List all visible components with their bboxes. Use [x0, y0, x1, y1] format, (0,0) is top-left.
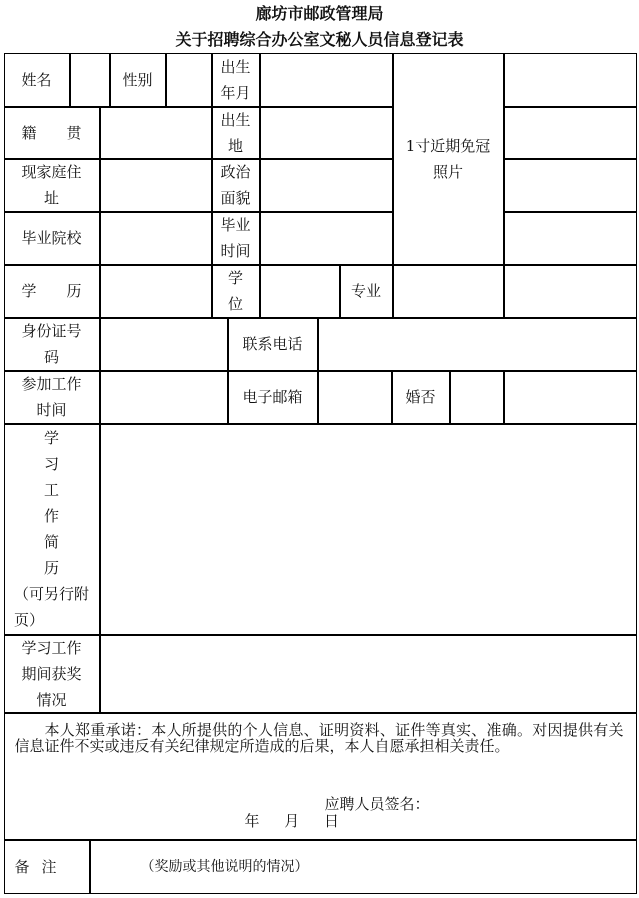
work-start-field[interactable] [100, 371, 228, 424]
education-field[interactable] [100, 265, 212, 318]
promise-text: 本人郑重承诺：本人所提供的个人信息、证明资料、证件等真实、准确。对因提供有关信息证件不实或违反有关纪律规定所造成的后果，本人自愿承担相关责任。 [14, 720, 624, 755]
birthplace-field[interactable] [260, 107, 393, 159]
photo-box[interactable]: 1寸近期免冠 照片 [393, 53, 504, 265]
school-field[interactable] [100, 212, 212, 265]
id-number-label: 身份证号 码 [4, 318, 100, 371]
id-number-field[interactable] [100, 318, 228, 371]
degree-label: 学 位 [212, 265, 260, 318]
awards-label: 学习工作 期间获奖 情况 [4, 635, 100, 713]
extra-field-4[interactable] [504, 212, 637, 265]
birthplace-label: 出生 地 [212, 107, 260, 159]
awards-field[interactable] [100, 635, 637, 713]
home-address-field[interactable] [100, 159, 212, 212]
resume-label: 学 习 工 作 简 历 （可另行附 页） [4, 424, 100, 635]
graduation-time-label: 毕业 时间 [212, 212, 260, 265]
work-start-label: 参加工作 时间 [4, 371, 100, 424]
major-label: 专业 [340, 265, 393, 318]
gender-field[interactable] [166, 53, 212, 107]
political-status-field[interactable] [260, 159, 393, 212]
remark-field[interactable] [90, 840, 637, 894]
extra-field-5[interactable] [504, 265, 637, 318]
extra-field-2[interactable] [504, 107, 637, 159]
extra-field-6[interactable] [504, 371, 637, 424]
remark-label: 备注 [4, 840, 90, 894]
phone-label: 联系电话 [228, 318, 318, 371]
birth-date-field[interactable] [260, 53, 393, 107]
org-title: 廊坊市邮政管理局 [255, 4, 384, 23]
native-place-label: 籍 贯 [4, 107, 100, 159]
promise-section [4, 713, 637, 840]
phone-field[interactable] [318, 318, 637, 371]
name-field[interactable] [70, 53, 110, 107]
resume-field[interactable] [100, 424, 637, 635]
email-label: 电子邮箱 [228, 371, 318, 424]
degree-field[interactable] [260, 265, 340, 318]
marital-field[interactable] [450, 371, 504, 424]
native-place-field[interactable] [100, 107, 212, 159]
extra-field-1[interactable] [504, 53, 637, 107]
birth-date-label: 出生 年月 [212, 53, 260, 107]
email-field[interactable] [318, 371, 392, 424]
home-address-label: 现家庭住 址 [4, 159, 100, 212]
major-field[interactable] [393, 265, 504, 318]
graduation-time-field[interactable] [260, 212, 393, 265]
form-title: 关于招聘综合办公室文秘人员信息登记表 [175, 30, 464, 49]
marital-label: 婚否 [392, 371, 450, 424]
extra-field-3[interactable] [504, 159, 637, 212]
political-status-label: 政治 面貌 [212, 159, 260, 212]
school-label: 毕业院校 [4, 212, 100, 265]
remark-hint: （奖励或其他说明的情况） [140, 858, 309, 875]
signature-date[interactable]: 年 月 日 [244, 811, 340, 830]
education-label: 学 历 [4, 265, 100, 318]
gender-label: 性别 [110, 53, 166, 107]
signature-label[interactable]: 应聘人员签名： [324, 794, 430, 813]
name-label: 姓名 [4, 53, 70, 107]
